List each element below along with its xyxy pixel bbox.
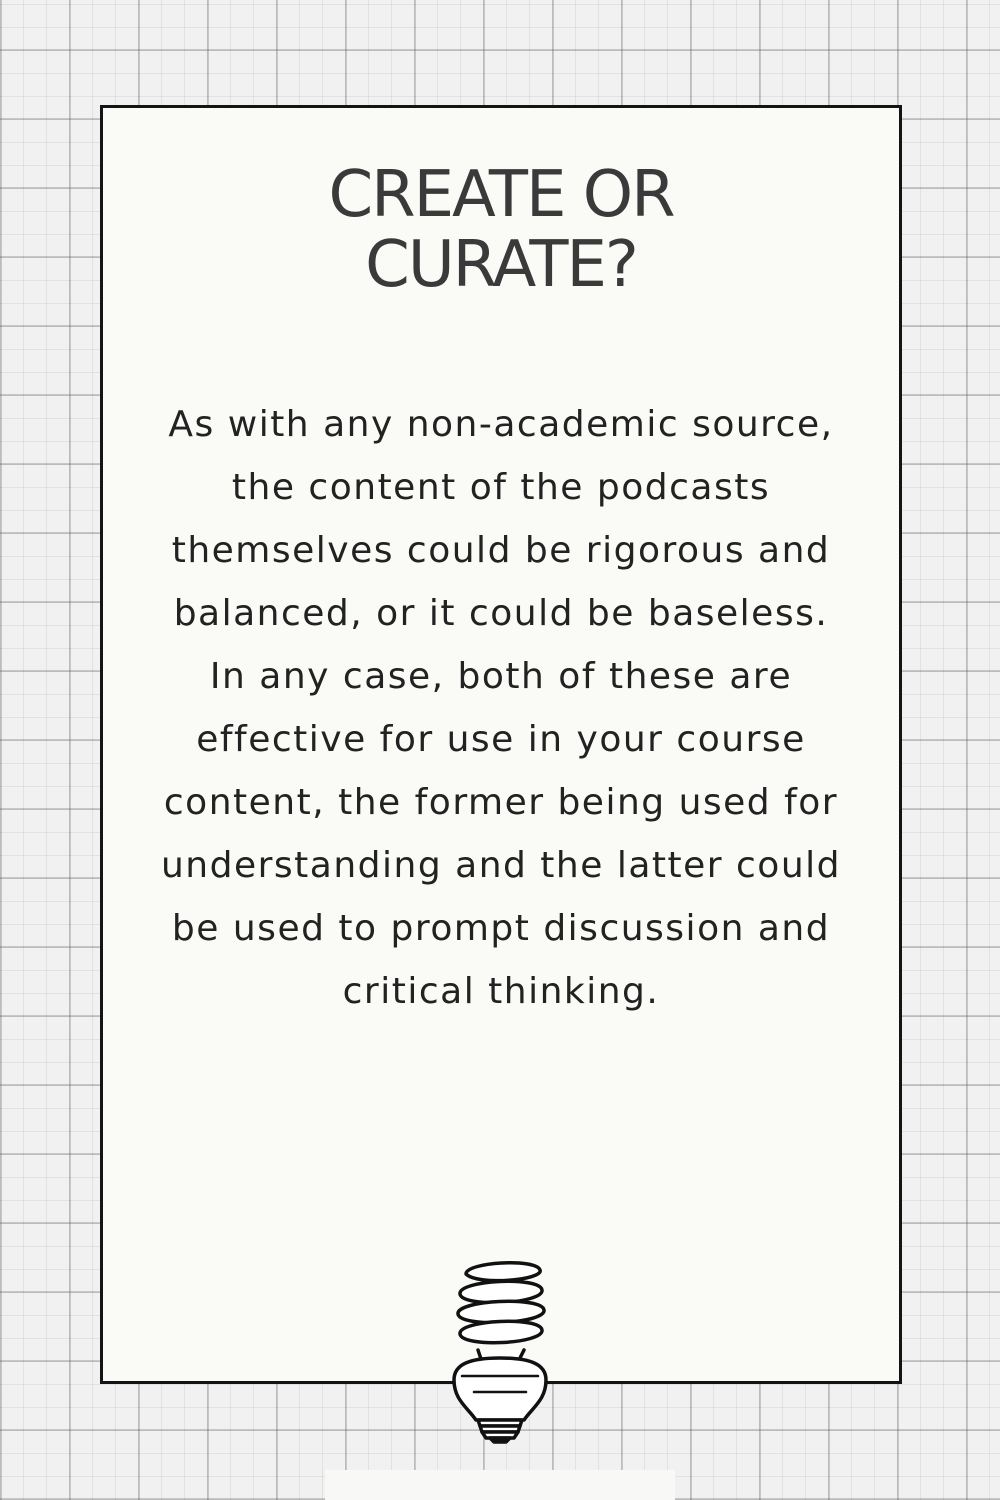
card-body: As with any non-academic source, the content of the podcasts themselves could be rigorous and balanced, or it could be baseless. In any case, both of these are effective for use in your course content, the former being used for understanding and the latter could be used to prompt discussion and critical thinking. xyxy=(160,404,841,1012)
content-card xyxy=(100,105,902,1384)
lightbulb-icon xyxy=(448,1252,552,1444)
card-title: CREATE OR CURATE? xyxy=(328,158,674,302)
bottom-strip xyxy=(325,1470,675,1500)
